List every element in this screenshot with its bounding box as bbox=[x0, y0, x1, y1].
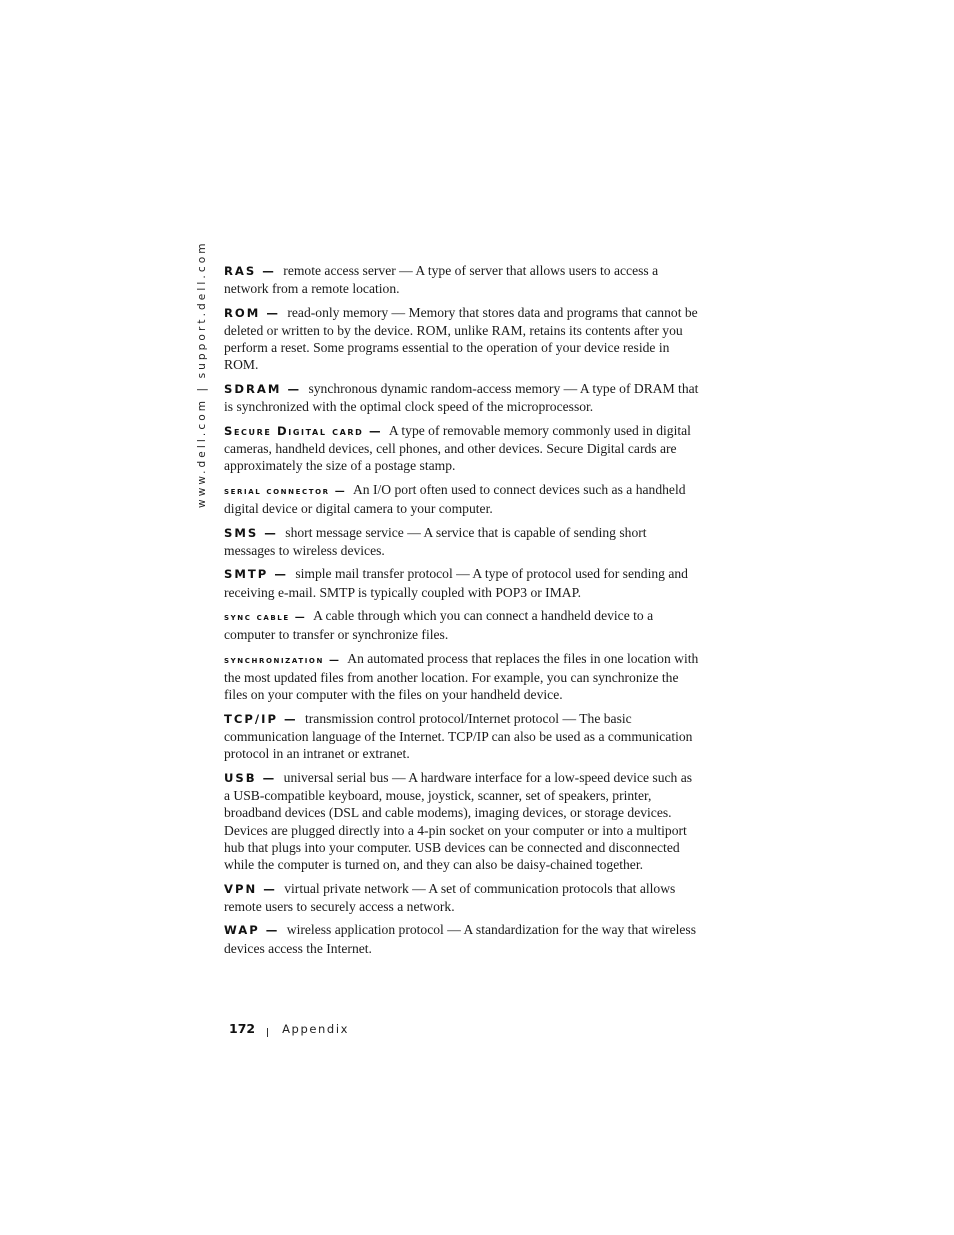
glossary-entry-sdram bbox=[224, 380, 700, 415]
glossary-term: USB — bbox=[224, 770, 277, 785]
glossary-definition: remote access server — A type of server that allows users to access a network from a remote location. bbox=[224, 263, 659, 297]
glossary-term: Secure Digital card — bbox=[224, 423, 383, 438]
glossary-entry-synchronization bbox=[224, 650, 700, 704]
glossary-term: WAP — bbox=[224, 923, 280, 938]
glossary-definition: read-only memory — Memory that stores data and programs that cannot be deleted or written to by the device. ROM, unlike RAM, retains its contents after you perform a reset. Some programs essential to the operation of your device reside in ROM. bbox=[224, 304, 698, 373]
glossary-term: SDRAM — bbox=[224, 382, 302, 396]
glossary-definition: simple mail transfer protocol — A type of protocol used for sending and receiving e-mail. SMTP is typically coupled with POP3 or IMAP. bbox=[224, 566, 688, 600]
glossary-definition: short message service — A service that is capable of sending short messages to wireless devices. bbox=[224, 524, 647, 558]
glossary-definition: universal serial bus — A hardware interface for a low-speed device such as a USB-compatible keyboard, mouse, joystick, scanner, set of speakers, printer, broadband devices (DSL and cable modems), imaging devices, or storage devices. Devices are plugged directly into a 4-pin socket on your computer or into a multiport hub that plugs into your computer. USB devices can be connected and disconnected while the computer is turned on, and they can also be daisy-chained together. bbox=[224, 769, 693, 872]
glossary-entry-usb bbox=[224, 769, 700, 873]
glossary-term: TCP/IP — bbox=[224, 711, 298, 726]
glossary-entry-rom bbox=[224, 304, 700, 374]
glossary-definition: synchronous dynamic random-access memory — A type of DRAM that is synchronized with the optimal clock speed of the microprocessor. bbox=[224, 381, 699, 415]
glossary-term: serial connector — bbox=[224, 485, 347, 497]
glossary-term: ROM — bbox=[224, 305, 280, 320]
glossary-definition: virtual private network — A set of communication protocols that allows remote users to securely access a network. bbox=[224, 880, 676, 914]
glossary-definition: An I/O port often used to connect devices such as a handheld digital device or digital camera to your computer. bbox=[224, 481, 686, 516]
section-name: Appendix bbox=[282, 1022, 350, 1036]
glossary-definition: A type of removable memory commonly used in digital cameras, handheld devices, cell phones, and other devices. Secure Digital cards are approximately the size of a postage stamp. bbox=[224, 422, 691, 474]
glossary-entry-sms bbox=[224, 524, 700, 559]
glossary-term: SMS — bbox=[224, 525, 278, 540]
footer-divider bbox=[267, 1028, 268, 1037]
page-number: 172 bbox=[229, 1021, 256, 1036]
glossary-entry-smtp bbox=[224, 565, 700, 600]
glossary-entry-serial-connector bbox=[224, 481, 700, 517]
glossary-term: VPN — bbox=[224, 881, 277, 896]
glossary-definition: A cable through which you can connect a handheld device to a computer to transfer or synchronize files. bbox=[224, 608, 654, 643]
glossary-term: RAS — bbox=[224, 264, 276, 278]
glossary-term: SMTP — bbox=[224, 567, 288, 582]
page-footer bbox=[229, 1018, 349, 1037]
glossary-entry-secure-digital-card bbox=[224, 422, 700, 475]
glossary-term: sync cable — bbox=[224, 612, 307, 624]
glossary-entry-sync-cable bbox=[224, 607, 700, 643]
glossary-entry-tcp-ip bbox=[224, 710, 700, 763]
side-url-text: www.dell.com | support.dell.com bbox=[196, 240, 208, 508]
glossary-definition: An automated process that replaces the files in one location with the most updated files from another location. For example, you can synchronize the files on your computer with the files on your handheld device. bbox=[224, 650, 699, 703]
glossary-entry-vpn bbox=[224, 880, 700, 915]
glossary-definition: transmission control protocol/Internet protocol — The basic communication language of the Internet. TCP/IP can also be used as a communication protocol in an intranet or extranet. bbox=[224, 710, 693, 762]
glossary-entry-wap bbox=[224, 921, 700, 956]
glossary-definition: wireless application protocol — A standardization for the way that wireless devices access the Internet. bbox=[224, 922, 696, 956]
glossary-content bbox=[224, 262, 700, 963]
glossary-term: synchronization — bbox=[224, 654, 341, 666]
glossary-entry-ras bbox=[224, 262, 700, 297]
